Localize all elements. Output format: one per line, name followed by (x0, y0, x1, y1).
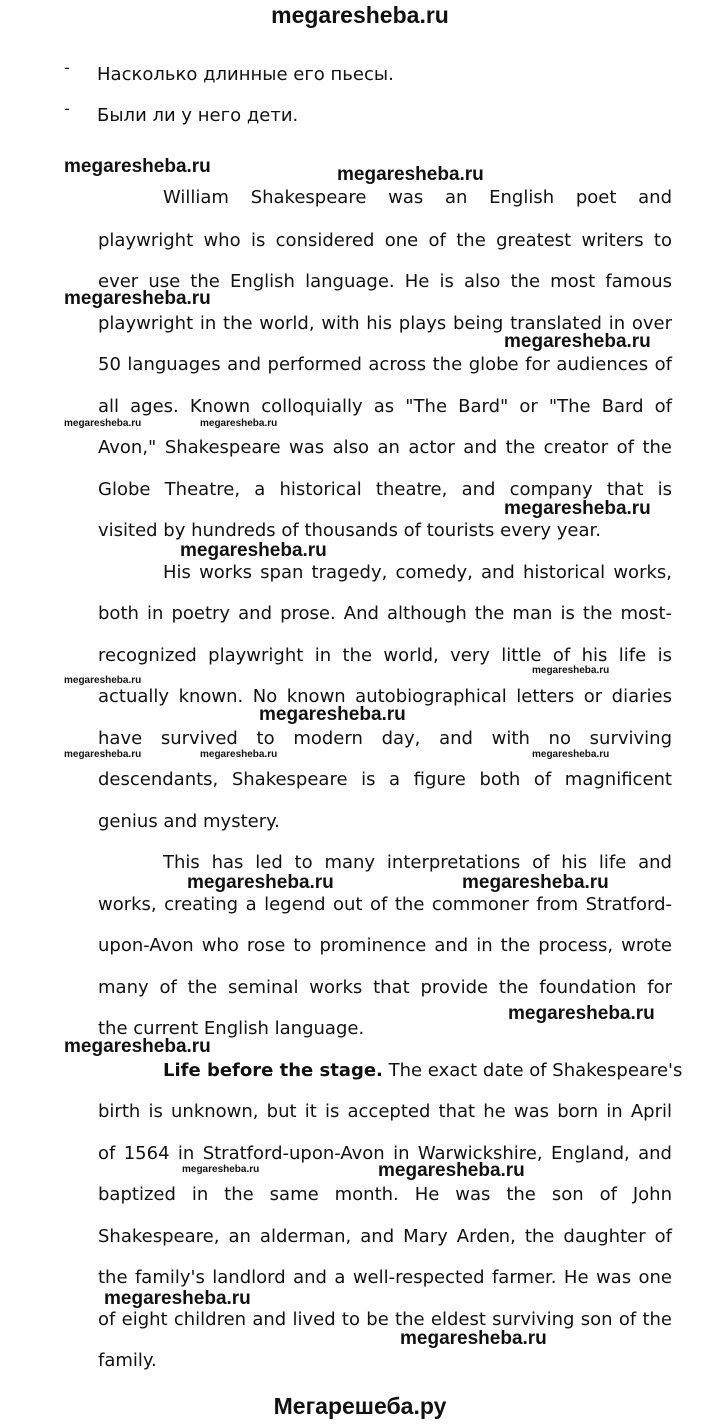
question-text: Насколько длинные его пьесы. (97, 64, 394, 85)
paragraph-line: genius and mystery. (98, 811, 280, 832)
watermark: megaresheba.ru (187, 872, 334, 893)
paragraph-line: family. (98, 1350, 157, 1371)
watermark: megaresheba.ru (200, 749, 278, 760)
paragraph-line: recognized playwright in the world, very little of his life is (98, 645, 672, 666)
watermark: megaresheba.ru (64, 1036, 211, 1057)
paragraph-line: descendants, Shakespeare is a figure both of magnificent (98, 769, 672, 790)
paragraph-line: playwright who is considered one of the greatest writers to (98, 230, 672, 251)
watermark: megaresheba.ru (200, 418, 278, 429)
paragraph-line: of eight children and lived to be the eldest surviving son of the (98, 1309, 672, 1330)
paragraph-line: playwright in the world, with his plays being translated in over (98, 313, 672, 334)
footer-title: Мегарешеба.ру (273, 1393, 447, 1419)
watermark: megaresheba.ru (64, 288, 211, 309)
question-text: Были ли у него дети. (97, 105, 299, 126)
watermark: megaresheba.ru (532, 665, 610, 676)
paragraph-line: upon-Avon who rose to prominence and in the process, wrote (98, 935, 672, 956)
site-title: megaresheba.ru (271, 2, 449, 28)
paragraph-line: 50 languages and performed across the globe for audiences of (98, 354, 672, 375)
paragraph-line: birth is unknown, but it is accepted that he was born in April (98, 1101, 672, 1122)
watermark: megaresheba.ru (400, 1328, 547, 1349)
paragraph-line: baptized in the same month. He was the son of John (98, 1184, 672, 1205)
paragraph-line: His works span tragedy, comedy, and historical works, (163, 562, 672, 583)
paragraph-line: many of the seminal works that provide the foundation for (98, 977, 672, 998)
watermark: megaresheba.ru (504, 331, 651, 352)
watermark: megaresheba.ru (64, 156, 211, 177)
paragraph-line: ever use the English language. He is also the most famous (98, 271, 672, 292)
watermark: megaresheba.ru (504, 498, 651, 519)
section-heading: Life before the stage. (163, 1060, 383, 1081)
paragraph-line: Globe Theatre, a historical theatre, and company that is (98, 479, 672, 500)
watermark: megaresheba.ru (259, 704, 406, 725)
watermark: megaresheba.ru (182, 1164, 260, 1175)
paragraph-line: all ages. Known colloquially as "The Bard" or "The Bard of (98, 396, 672, 417)
paragraph-line: William Shakespeare was an English poet and (163, 187, 672, 208)
watermark: megaresheba.ru (180, 540, 327, 561)
paragraph-line (163, 1059, 683, 1083)
watermark: megaresheba.ru (64, 749, 142, 760)
watermark: megaresheba.ru (64, 675, 142, 686)
watermark: megaresheba.ru (508, 1003, 655, 1024)
paragraph-line: actually known. No known autobiographical letters or diaries (98, 686, 672, 707)
paragraph-line: the family's landlord and a well-respected farmer. He was one (98, 1267, 672, 1288)
paragraph-line: both in poetry and prose. And although the man is the most- (98, 603, 672, 624)
watermark: megaresheba.ru (104, 1288, 251, 1309)
watermark: megaresheba.ru (532, 749, 610, 760)
paragraph-line: the current English language. (98, 1018, 365, 1039)
watermark: megaresheba.ru (337, 164, 484, 185)
paragraph-text: The exact date of Shakespeare's (382, 1060, 683, 1081)
paragraph-line: Shakespeare, an alderman, and Mary Arden, the daughter of (98, 1226, 672, 1247)
watermark: megaresheba.ru (462, 872, 609, 893)
watermark: megaresheba.ru (378, 1160, 525, 1181)
dash-bullet: - (64, 99, 70, 118)
paragraph-line: Avon," Shakespeare was also an actor and the creator of the (98, 437, 672, 458)
paragraph-line: of 1564 in Stratford-upon-Avon in Warwickshire, England, and (98, 1143, 672, 1164)
paragraph-line: have survived to modern day, and with no surviving (98, 728, 672, 749)
watermark: megaresheba.ru (64, 418, 142, 429)
dash-bullet: - (64, 58, 70, 77)
paragraph-line: visited by hundreds of thousands of tourists every year. (98, 520, 601, 541)
paragraph-line: This has led to many interpretations of his life and (163, 852, 672, 873)
paragraph-line: works, creating a legend out of the commoner from Stratford- (98, 894, 672, 915)
